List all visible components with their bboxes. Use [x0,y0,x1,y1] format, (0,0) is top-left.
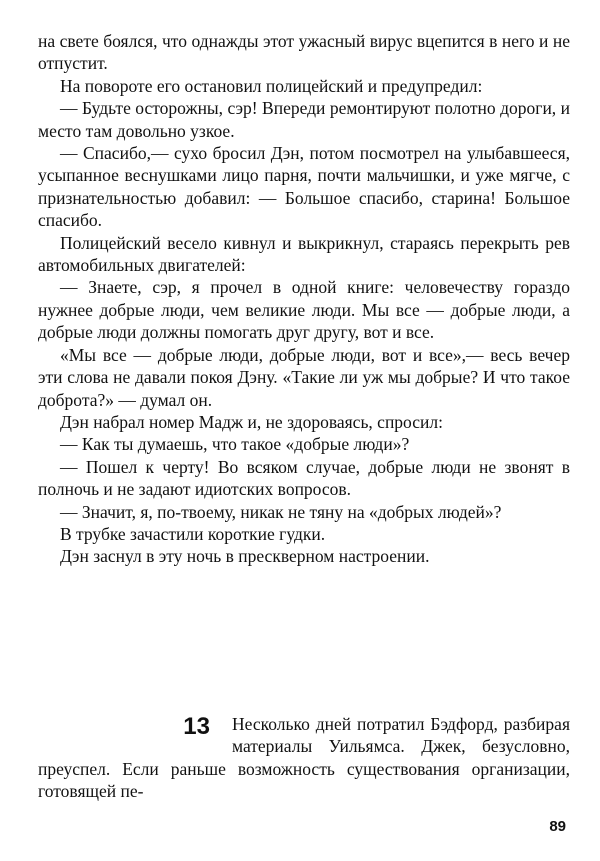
paragraph: Дэн набрал номер Мадж и, не здороваясь, спросил: [60,411,443,432]
page-number: 89 [549,818,566,835]
paragraph: — Пошел к черту! Во всяком случае, добрые люди не звонят в полночь и не задают идиотских вопросов. [38,456,570,500]
paragraph: В трубке зачастили короткие гудки. [60,523,326,544]
paragraph: на свете боялся, что однажды этот ужасный вирус вцепится в него и не отпустит. [38,31,570,74]
paragraph: Дэн заснул в эту ночь в прескверном настроении. [60,546,430,567]
paragraph: Полицейский весело кивнул и выкрикнул, стараясь перекрыть рев автомобильных двигателей: [38,232,570,276]
chapter-opening-paragraph: Несколько дней потратил Бэдфорд, разбирая материалы Уильямса. Джек, безусловно, преуспел. Если раньше возможность существования организации, готовящей пе- [38,714,570,802]
paragraph: На повороте его остановил полицейский и предупредил: [60,75,483,96]
body-text [38,30,570,568]
chapter-number: 13 [183,713,210,740]
paragraph: «Мы все — добрые люди, добрые люди, вот и все»,— весь вечер эти слова не давали покоя Дэну. «Такие ли уж мы добрые? И что такое доброта?» — думал он. [38,344,570,410]
paragraph: — Значит, я, по-твоему, никак не тяну на «добрых людей»? [60,501,502,522]
paragraph: — Спасибо,— сухо бросил Дэн, потом посмотрел на улыбавшееся, усыпанное веснушками лицо парня, почти мальчишки, и уже мягче, с признательностью добавил: — Большое спасибо, старина! Большое спасибо. [38,143,570,231]
paragraph: — Как ты думаешь, что такое «добрые люди»? [60,434,410,455]
paragraph: — Будьте осторожны, сэр! Впереди ремонтируют полотно дороги, и место там довольно узкое. [38,98,570,141]
paragraph: — Знаете, сэр, я прочел в одной книге: человечеству гораздо нужнее добрые люди, чем великие люди. Мы все — добрые люди, а добрые люди должны помогать друг другу, вот и все. [38,277,570,343]
chapter-section [38,713,570,803]
